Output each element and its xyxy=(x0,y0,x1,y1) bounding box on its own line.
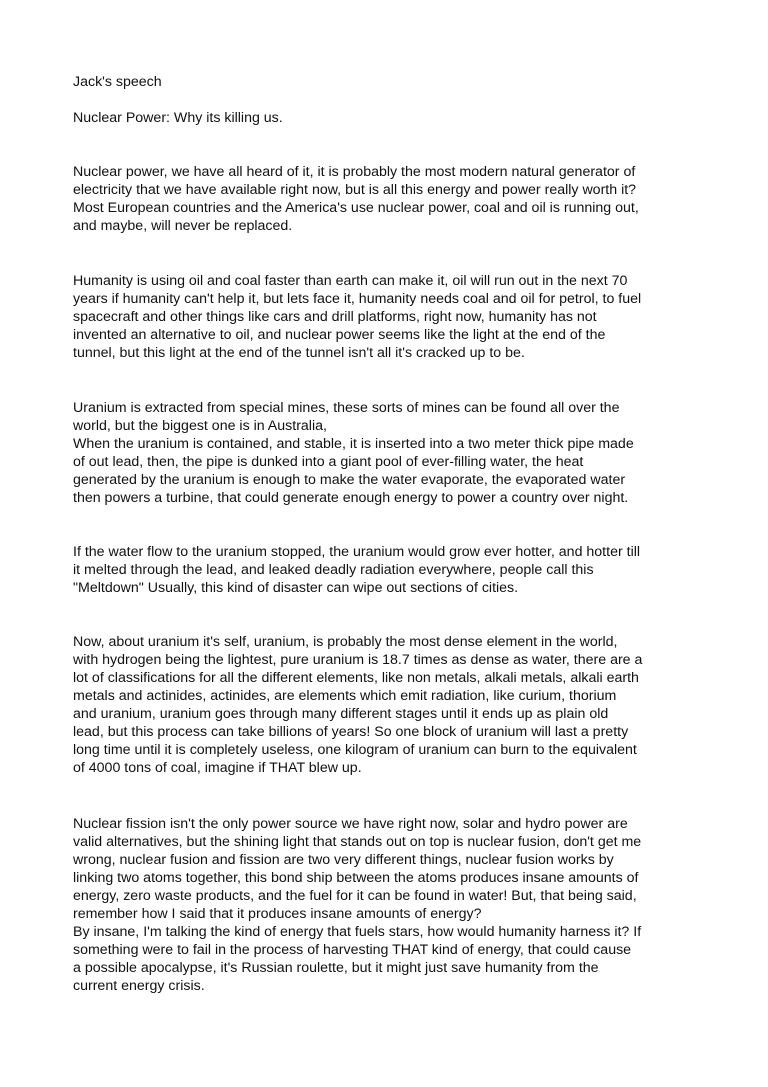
paragraph-4-line-2: it melted through the lead, and leaked deadly radiation everywhere, people call this xyxy=(73,562,594,578)
paragraph-3-line-5: generated by the uranium is enough to make the water evaporate, the evaporated water xyxy=(73,472,626,488)
document-subtitle: Nuclear Power: Why its killing us. xyxy=(73,110,283,126)
paragraph-5-line-7: long time until it is completely useless, one kilogram of uranium can burn to the equivalent xyxy=(73,742,637,758)
paragraph-6-line-3: wrong, nuclear fusion and fission are two very different things, nuclear fusion works by xyxy=(73,852,614,868)
paragraph-6-line-10: current energy crisis. xyxy=(73,978,205,994)
paragraph-4-line-1: If the water flow to the uranium stopped, the uranium would grow ever hotter, and hotter till xyxy=(73,544,641,560)
paragraph-1-line-1: Nuclear power, we have all heard of it, it is probably the most modern natural generator of xyxy=(73,164,636,180)
paragraph-6-line-8: something were to fail in the process of harvesting THAT kind of energy, that could cause xyxy=(73,942,632,958)
paragraph-3-line-3: When the uranium is contained, and stable, it is inserted into a two meter thick pipe made xyxy=(73,436,634,452)
paragraph-1-line-4: and maybe, will never be replaced. xyxy=(73,218,293,234)
paragraph-5-line-8: of 4000 tons of coal, imagine if THAT blew up. xyxy=(73,760,362,776)
paragraph-5-line-4: metals and actinides, actinides, are elements which emit radiation, like curium, thorium xyxy=(73,688,617,704)
paragraph-5-line-6: lead, but this process can take billions of years! So one block of uranium will last a pretty xyxy=(73,724,629,740)
paragraph-6-line-7: By insane, I'm talking the kind of energy that fuels stars, how would humanity harness it? If xyxy=(73,924,642,940)
paragraph-6-line-4: linking two atoms together, this bond ship between the atoms produces insane amounts of xyxy=(73,870,639,886)
paragraph-6-line-2: valid alternatives, but the shining light that stands out on top is nuclear fusion, don't get me xyxy=(73,834,642,850)
paragraph-2-line-1: Humanity is using oil and coal faster than earth can make it, oil will run out in the next 70 xyxy=(73,273,628,289)
paragraph-6-line-5: energy, zero waste products, and the fuel for it can be found in water! But, that being said, xyxy=(73,888,637,904)
paragraph-5-line-2: with hydrogen being the lightest, pure uranium is 18.7 times as dense as water, there are a xyxy=(73,652,643,668)
paragraph-6-line-9: a possible apocalypse, it's Russian roulette, but it might just save humanity from the xyxy=(73,960,599,976)
paragraph-6-line-1: Nuclear fission isn't the only power source we have right now, solar and hydro power are xyxy=(73,816,628,832)
paragraph-6-line-6: remember how I said that it produces insane amounts of energy? xyxy=(73,906,482,922)
paragraph-3-line-4: of out lead, then, the pipe is dunked into a giant pool of ever-filling water, the heat xyxy=(73,454,584,470)
paragraph-2-line-5: tunnel, but this light at the end of the tunnel isn't all it's cracked up to be. xyxy=(73,345,525,361)
document-title: Jack's speech xyxy=(73,74,162,90)
paragraph-5-line-3: lot of classifications for all the different elements, like non metals, alkali metals, alkali earth xyxy=(73,670,639,686)
paragraph-3-line-2: world, but the biggest one is in Australia, xyxy=(73,418,327,434)
paragraph-4-line-3: "Meltdown" Usually, this kind of disaster can wipe out sections of cities. xyxy=(73,580,519,596)
paragraph-3-line-1: Uranium is extracted from special mines, these sorts of mines can be found all over the xyxy=(73,400,620,416)
paragraph-3-line-6: then powers a turbine, that could generate enough energy to power a country over night. xyxy=(73,490,629,506)
paragraph-5-line-5: and uranium, uranium goes through many different stages until it ends up as plain old xyxy=(73,706,609,722)
paragraph-1-line-2: electricity that we have available right now, but is all this energy and power really worth it? xyxy=(73,182,637,198)
paragraph-1-line-3: Most European countries and the America's use nuclear power, coal and oil is running out, xyxy=(73,200,639,216)
paragraph-2-line-4: invented an alternative to oil, and nuclear power seems like the light at the end of the xyxy=(73,327,606,343)
paragraph-5-line-1: Now, about uranium it's self, uranium, is probably the most dense element in the world, xyxy=(73,634,618,650)
paragraph-2-line-2: years if humanity can't help it, but lets face it, humanity needs coal and oil for petrol, to fuel xyxy=(73,291,642,307)
paragraph-2-line-3: spacecraft and other things like cars and drill platforms, right now, humanity has not xyxy=(73,309,597,325)
